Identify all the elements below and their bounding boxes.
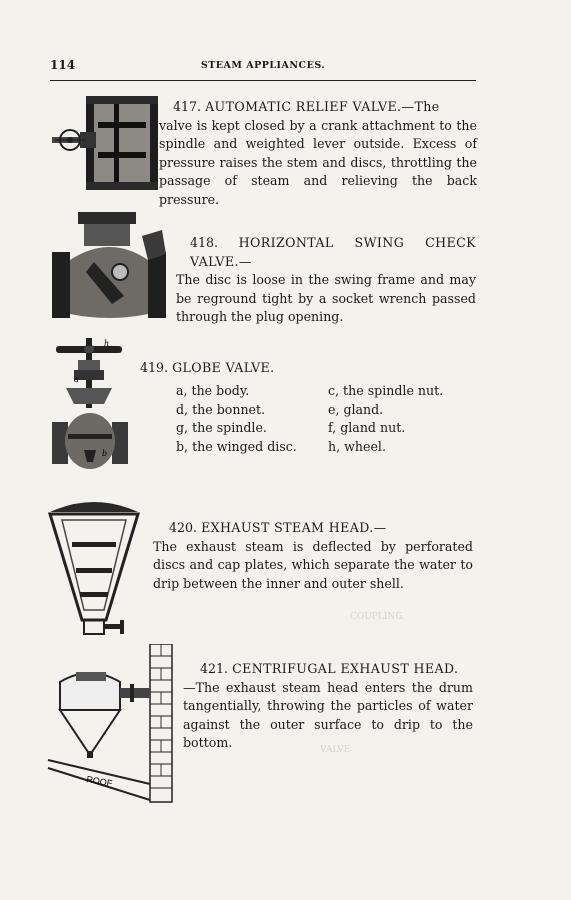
- parts-row: [176, 382, 476, 401]
- entry-text: —The exhaust steam head enters the drum tangentially, throwing the particles of water against the outer surface to drip to the bottom.: [183, 679, 473, 750]
- part-label: h, wheel.: [328, 438, 386, 454]
- entry-number: 417.: [173, 99, 202, 114]
- entry-number: 420.: [169, 520, 198, 535]
- entry-420: [153, 519, 473, 593]
- entry-title: EXHAUST STEAM HEAD.—: [201, 520, 387, 535]
- page-number: 114: [50, 58, 76, 72]
- figure-label-b: b: [102, 449, 108, 458]
- part-label: e, gland.: [328, 401, 384, 417]
- entry-title: AUTOMATIC RELIEF VALVE.—The: [205, 99, 440, 114]
- entry-text: The exhaust steam is deflected by perforated discs and cap plates, which separate the water to drip between the inner and outer shell.: [153, 538, 473, 591]
- parts-row: [176, 401, 476, 420]
- entry-419: [140, 359, 460, 378]
- bleed-through-text: COUPLING.: [350, 612, 406, 622]
- part-label: a, the body.: [176, 383, 250, 398]
- entry-text: The disc is loose in the swing frame and may be reground tight by a socket wrench passed through the plug opening.: [176, 272, 476, 324]
- globe-valve-parts-list: [176, 382, 476, 456]
- part-label: b, the winged disc.: [176, 438, 297, 454]
- entry-title: CENTRIFUGAL EXHAUST HEAD.: [232, 661, 459, 676]
- swing-check-valve-illustration: [50, 210, 170, 322]
- page-header: [50, 56, 476, 81]
- running-head: STEAM APPLIANCES.: [200, 60, 326, 71]
- entry-421: [183, 660, 473, 753]
- entry-417: [159, 98, 477, 209]
- automatic-relief-valve-illustration: [50, 94, 162, 192]
- bleed-through-text: VALVE: [320, 745, 351, 755]
- globe-valve-illustration: [50, 338, 130, 486]
- entry-text: valve is kept closed by a crank attachment to the spindle and weighted lever outside. Excess of pressure raises the stem and discs, throttling the passage of steam and relieving the back pressure.: [159, 117, 477, 207]
- entry-number: 418.: [190, 235, 219, 250]
- part-label: d, the bonnet.: [176, 401, 266, 417]
- entry-title: GLOBE VALVE.: [172, 360, 275, 375]
- part-label: g, the spindle.: [176, 420, 267, 435]
- entry-number: 419.: [140, 360, 169, 375]
- entry-number: 421.: [200, 661, 229, 676]
- parts-row: [176, 438, 476, 457]
- entry-418: [176, 234, 476, 327]
- roof-label: ROOF: [85, 774, 113, 789]
- part-label: c, the spindle nut.: [328, 383, 444, 398]
- parts-row: [176, 419, 476, 438]
- exhaust-steam-head-illustration: [46, 498, 142, 640]
- figure-label-h: h: [104, 339, 110, 348]
- part-label: f, gland nut.: [328, 420, 406, 435]
- centrifugal-exhaust-head-illustration: [46, 644, 178, 804]
- figure-label-a: a: [74, 375, 79, 384]
- entry-title: HORIZONTAL SWING CHECK VALVE.—: [190, 235, 476, 269]
